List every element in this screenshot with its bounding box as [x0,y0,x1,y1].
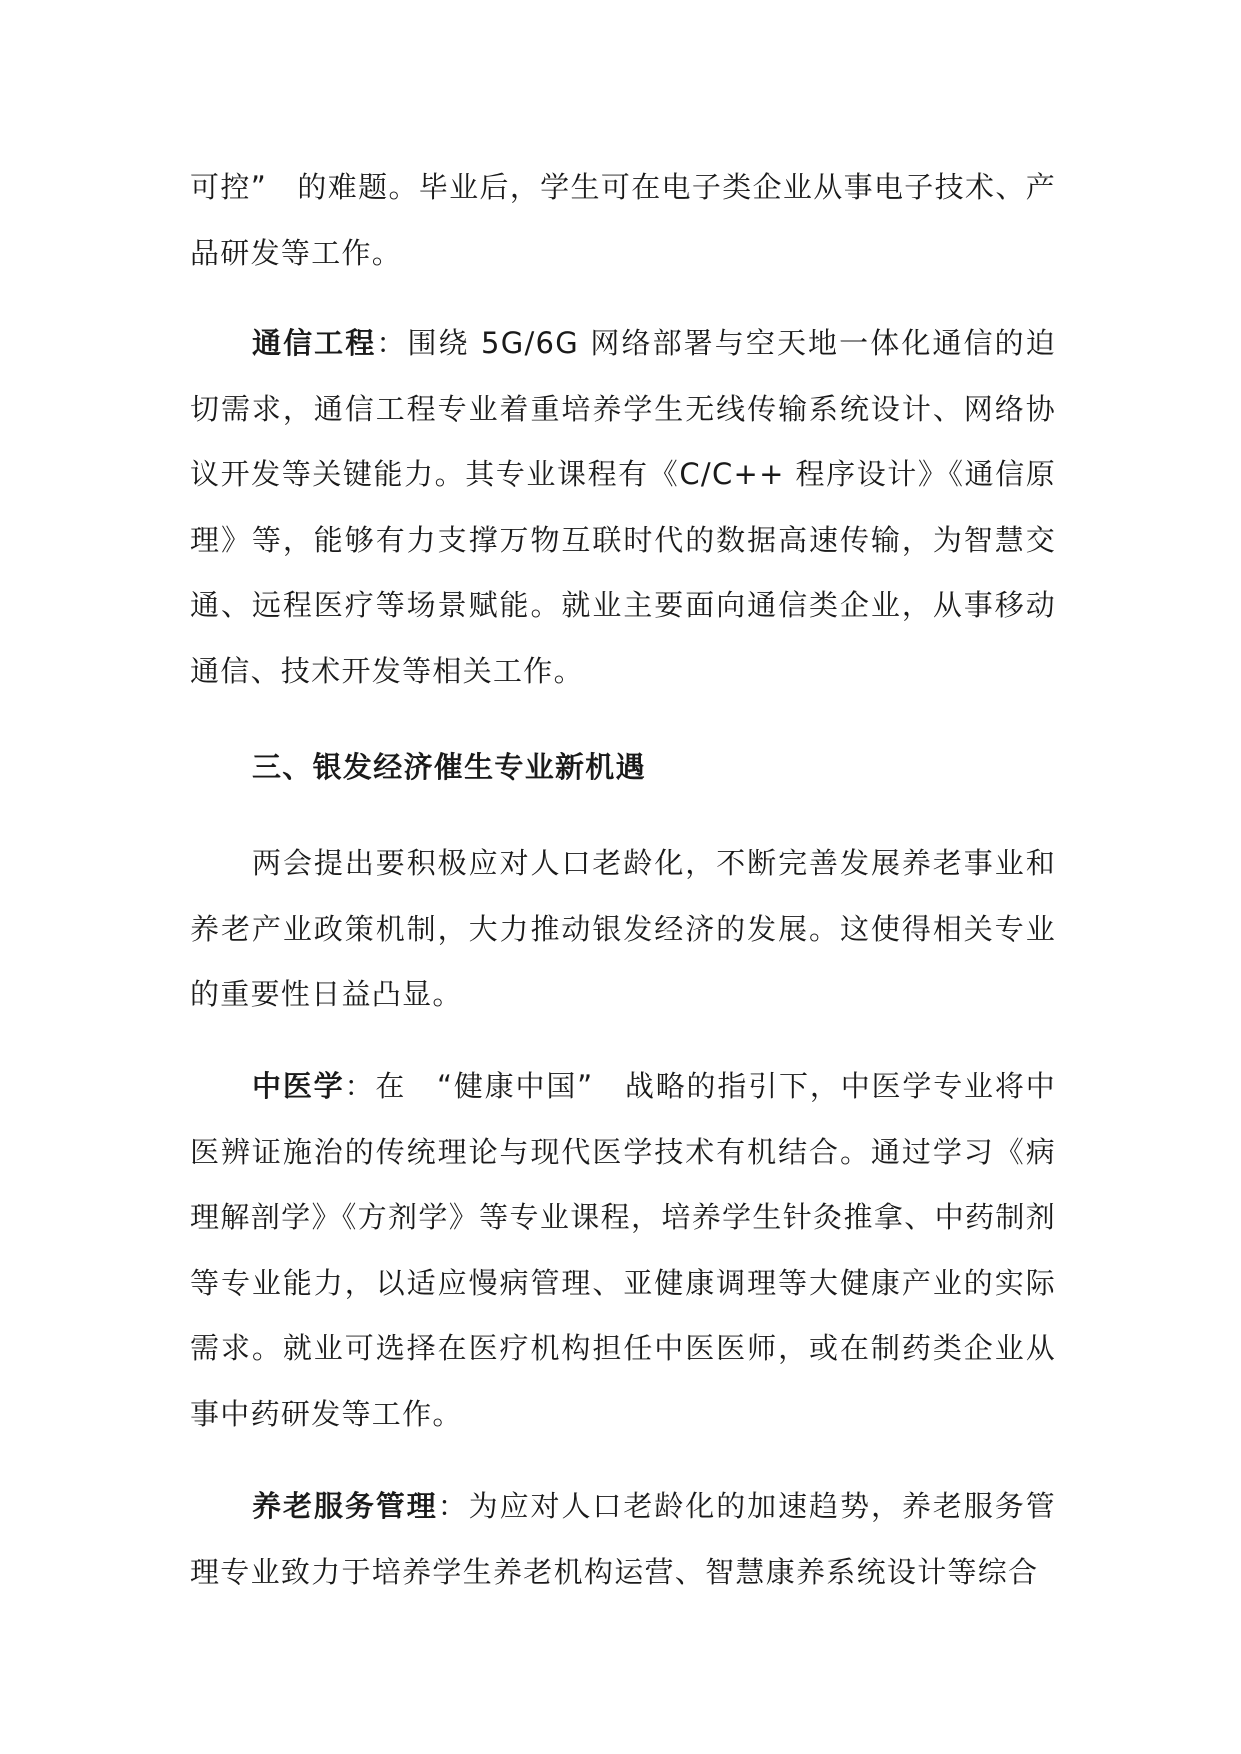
paragraph-text: ：为应对人口老龄化的加速趋势，养老服务管理专业致力于培养学生养老机构运营、智慧康养系统设计等综合 [190,1489,1056,1589]
major-term: 中医学 [252,1069,345,1103]
section-heading-3 [190,735,1056,801]
paragraph-elderly-care [190,1474,1056,1605]
paragraph-text: 两会提出要积极应对人口老龄化，不断完善发展养老事业和养老产业政策机制，大力推动银发经济的发展。这使得相关专业的重要性日益凸显。 [190,846,1056,1011]
paragraph-silver-economy [190,831,1056,1028]
paragraph-text: ：围绕 5G/6G 网络部署与空天地一体化通信的迫切需求，通信工程专业着重培养学生无线传输系统设计、网络协议开发等关键能力。其专业课程有《C/C++ 程序设计》《通信原理》等，能够有力支撑万物互联时代的数据高速传输，为智慧交通、远程医疗等场景赋能。就业主要面向通信类企业，从事移动通信、技术开发等相关工作。 [190,326,1056,688]
paragraph-text: 可控” 的难题。毕业后，学生可在电子类企业从事电子技术、产品研发等工作。 [190,170,1056,270]
heading-text: 三、银发经济催生专业新机遇 [252,750,646,784]
paragraph-communication-engineering [190,311,1056,704]
major-term: 通信工程 [252,326,377,360]
paragraph-text: ：在 “健康中国” 战略的指引下，中医学专业将中医辨证施治的传统理论与现代医学技术有机结合。通过学习《病理解剖学》《方剂学》等专业课程，培养学生针灸推拿、中药制剂等专业能力，以适应慢病管理、亚健康调理等大健康产业的实际需求。就业可选择在医疗机构担任中医医师，或在制药类企业从事中药研发等工作。 [190,1069,1056,1431]
major-term: 养老服务管理 [252,1489,438,1523]
paragraph-electronics-continued [190,155,1056,286]
paragraph-tcm [190,1054,1056,1447]
